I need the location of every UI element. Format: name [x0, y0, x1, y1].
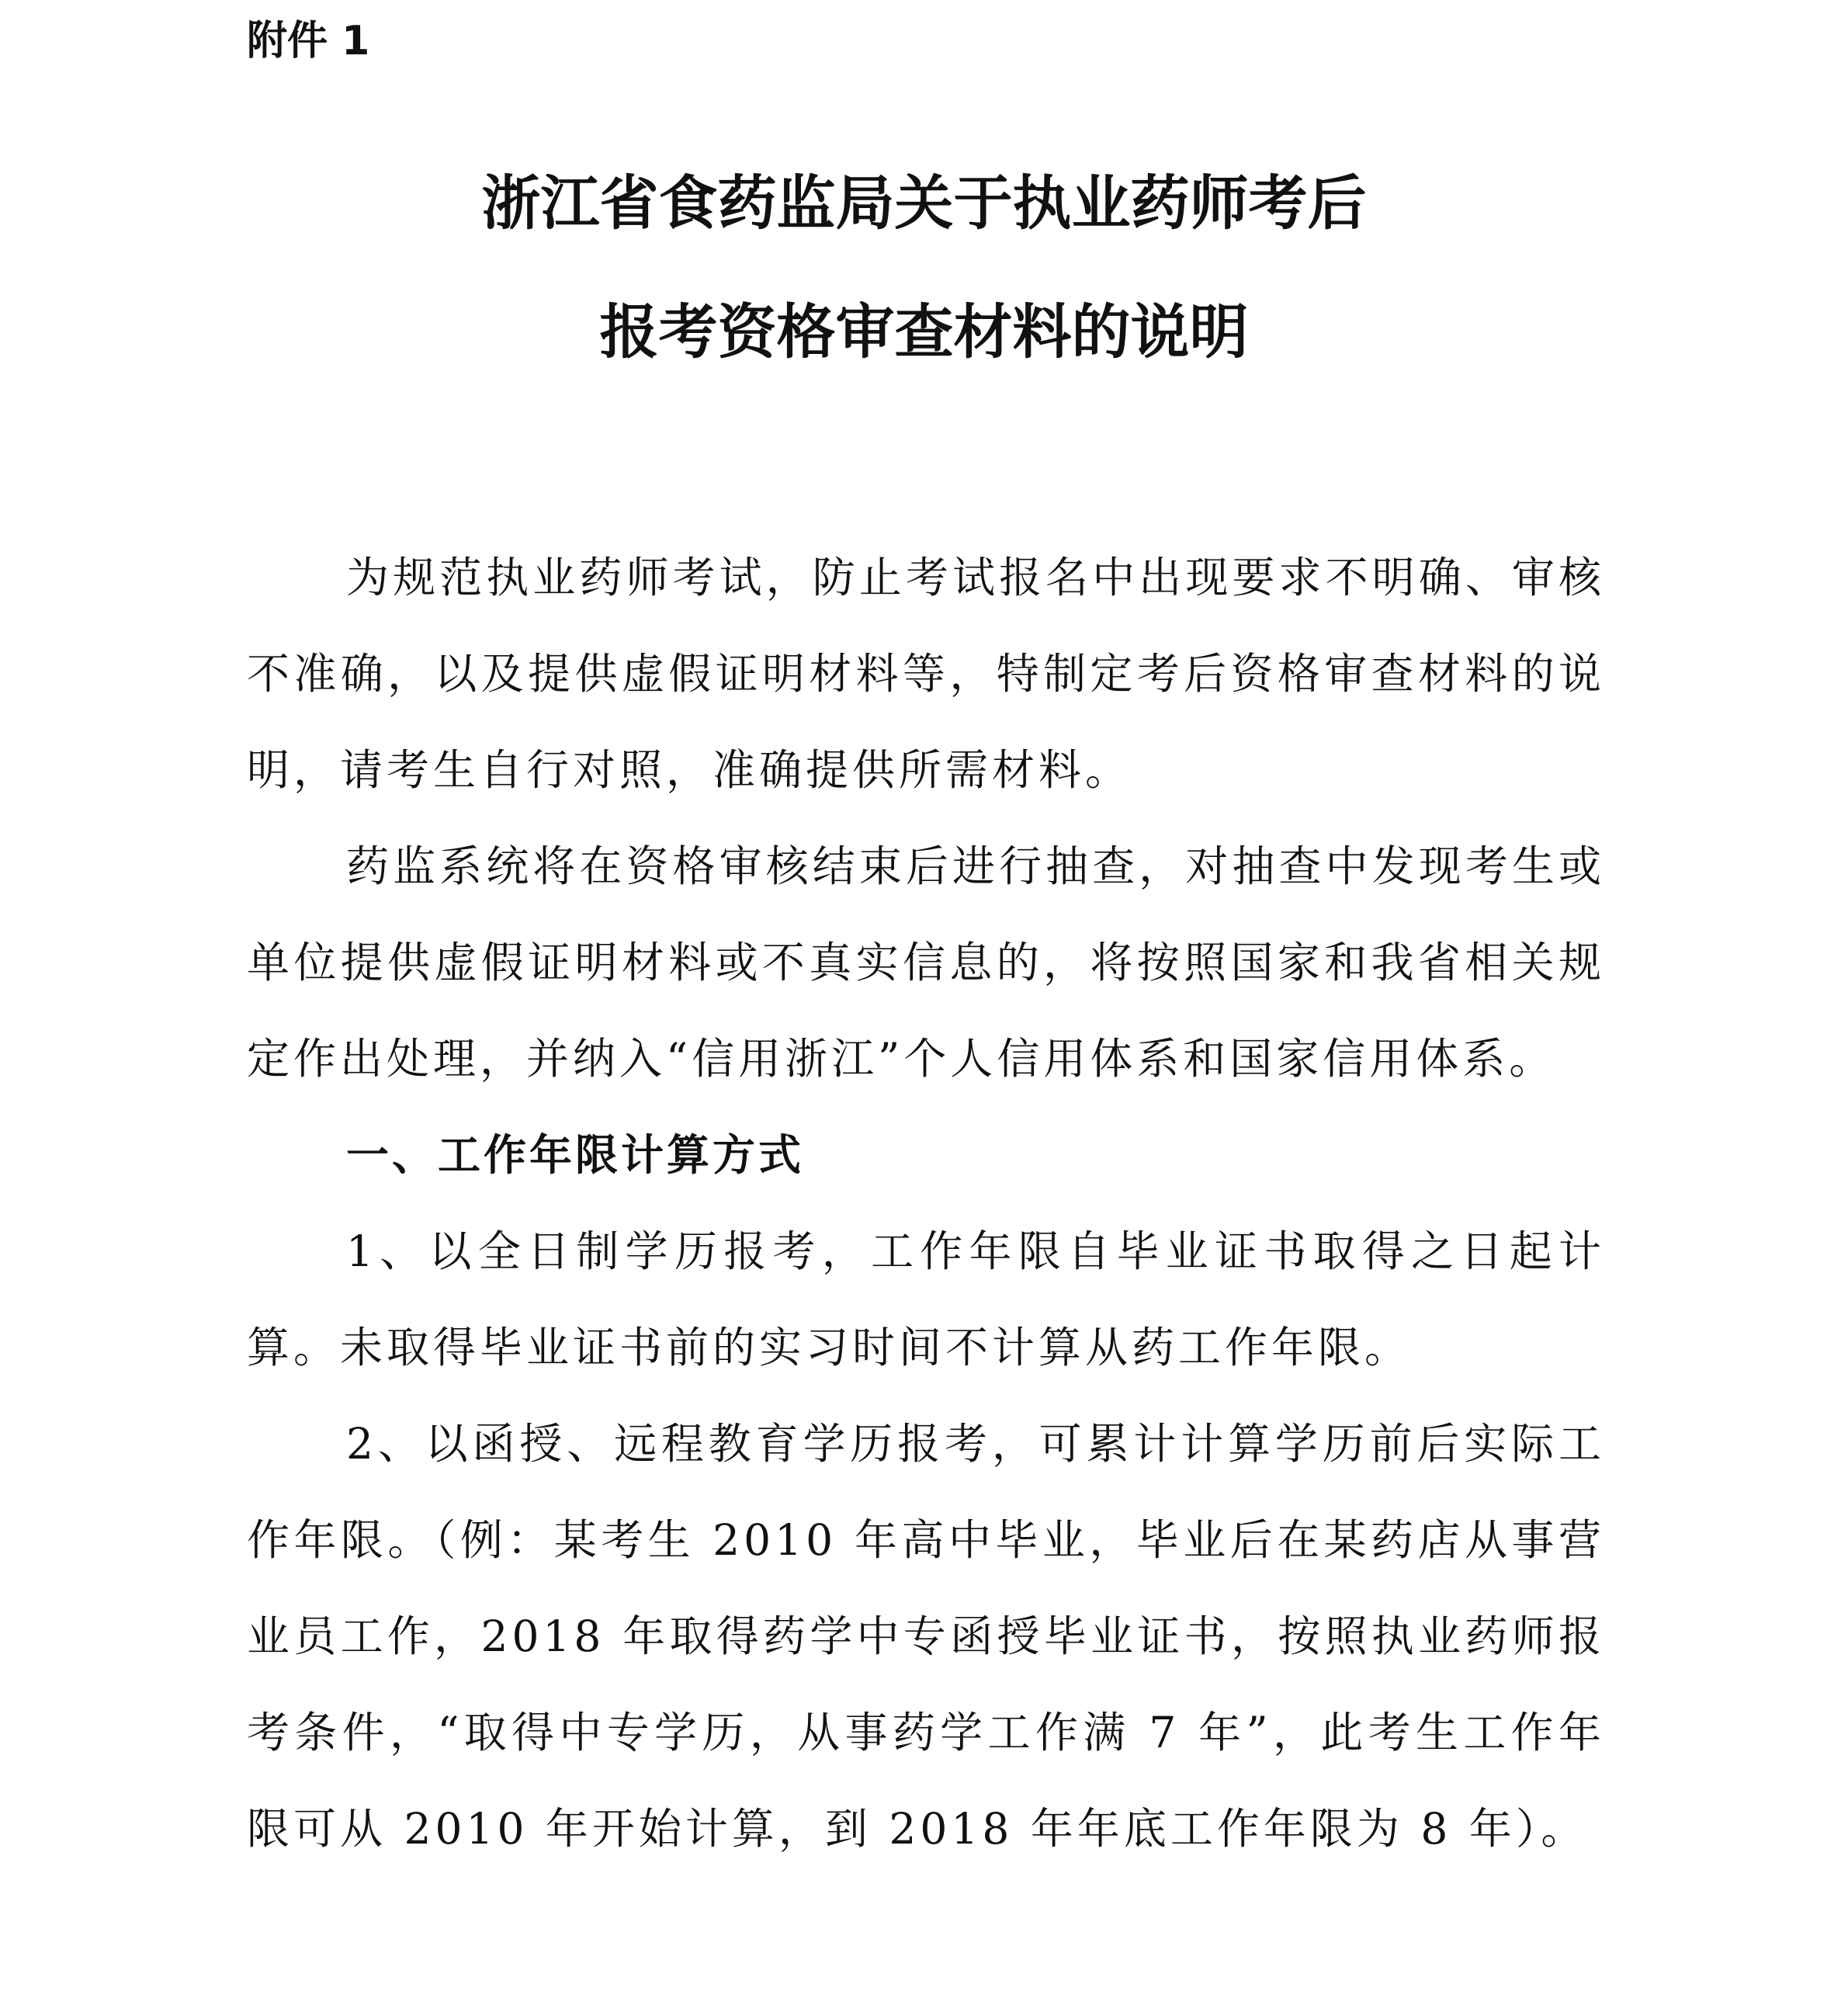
list-item-correspondence: 2、以函授、远程教育学历报考，可累计计算学历前后实际工作年限。（例：某考生 2010 年高中毕业，毕业后在某药店从事营业员工作，2018 年取得药学中专函授毕业证书，按照执业药师报考条件，“取得中专学历，从事药学工作满 7 年”，此考生工作年限可从 2010 年开始计算，到 2018 年年底工作年限为 8 年）。	[247, 1419, 1605, 1854]
document-title-line-2: 报考资格审查材料的说明	[599, 297, 1249, 366]
inspection-paragraph: 药监系统将在资格审核结束后进行抽查，对抽查中发现考生或单位提供虚假证明材料或不真实信息的，将按照国家和我省相关规定作出处理，并纳入“信用浙江”个人信用体系和国家信用体系。	[247, 841, 1605, 1084]
document-title-line-1: 浙江省食药监局关于执业药师考后	[481, 168, 1367, 238]
intro-paragraph: 为规范执业药师考试，防止考试报名中出现要求不明确、审核不准确，以及提供虚假证明材料等，特制定考后资格审查材料的说明，请考生自行对照，准确提供所需材料。	[247, 553, 1605, 795]
document-body	[247, 529, 1605, 1877]
section-heading-work-years: 一、工作年限计算方式	[346, 1130, 805, 1180]
list-item-fulltime: 1、以全日制学历报考，工作年限自毕业证书取得之日起计算。未取得毕业证书前的实习时间不计算从药工作年限。	[247, 1226, 1605, 1372]
attachment-label: 附件 1	[247, 18, 370, 64]
